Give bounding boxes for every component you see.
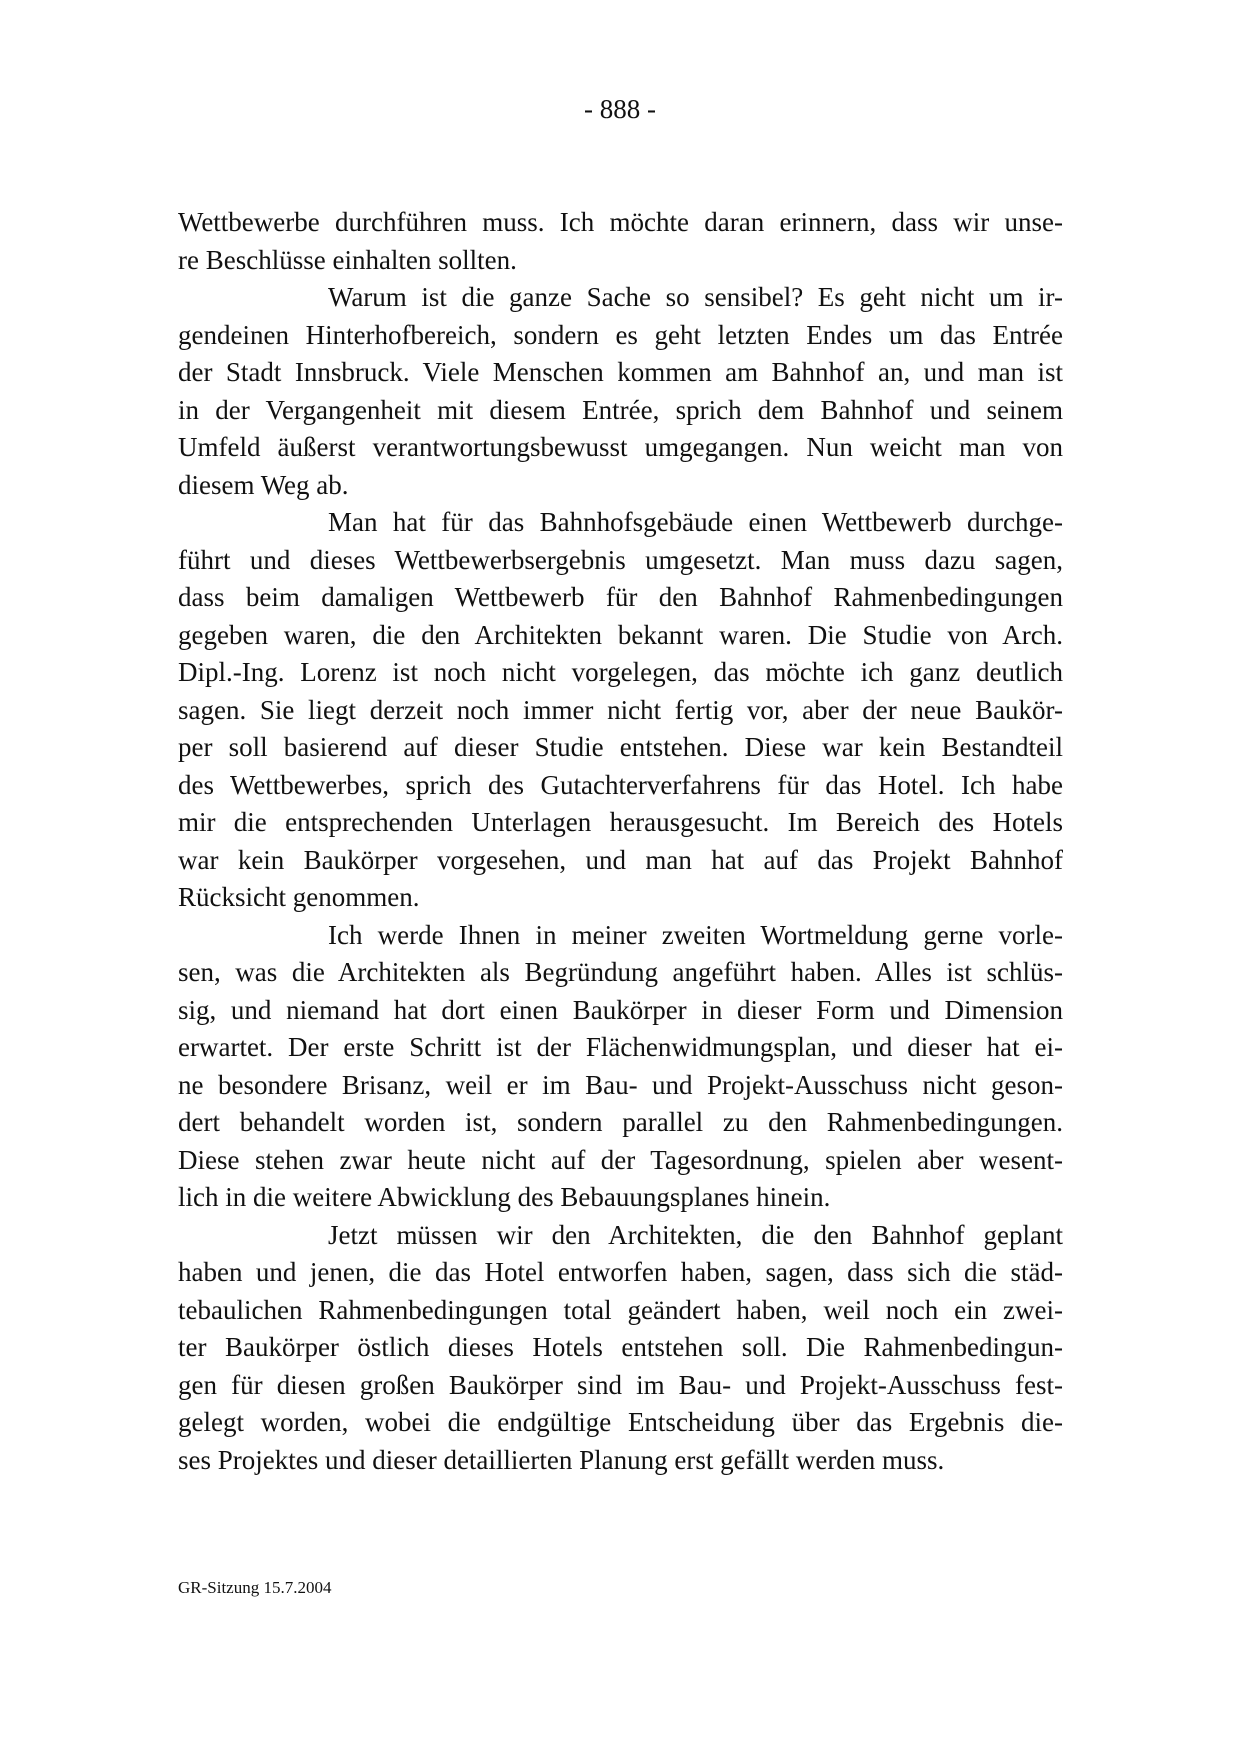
text-line: Umfeld äußerst verantwortungsbewusst umgegangen. Nun weicht man von (178, 432, 1063, 462)
paragraph (178, 1217, 1063, 1480)
text-line: Jetzt müssen wir den Architekten, die den Bahnhof geplant (328, 1219, 1063, 1250)
text-line: Ich werde Ihnen in meiner zweiten Wortmeldung gerne vorle- (328, 919, 1063, 950)
text-line: Man hat für das Bahnhofsgebäude einen Wettbewerb durchge- (328, 507, 1063, 537)
text-line: sagen. Sie liegt derzeit noch immer nicht fertig vor, aber der neue Baukör- (178, 694, 1063, 725)
text-line: ter Baukörper östlich dieses Hotels entstehen soll. Die Rahmenbedingun- (178, 1332, 1063, 1362)
text-line: gendeinen Hinterhofbereich, sondern es geht letzten Endes um das Entrée (178, 319, 1063, 350)
document-body (178, 204, 1063, 1479)
text-line: ses Projektes und dieser detaillierten Planung erst gefällt werden muss. (178, 1444, 945, 1475)
text-line: sig, und niemand hat dort einen Baukörper in dieser Form und Dimension (178, 994, 1063, 1025)
page-number: - 888 - (584, 94, 656, 124)
text-line: dert behandelt worden ist, sondern parallel zu den Rahmenbedingungen. (178, 1107, 1063, 1137)
text-line: gen für diesen großen Baukörper sind im Bau- und Projekt-Ausschuss fest- (178, 1369, 1063, 1400)
text-line: führt und dieses Wettbewerbsergebnis umgesetzt. Man muss dazu sagen, (178, 544, 1063, 575)
text-line: Dipl.-Ing. Lorenz ist noch nicht vorgelegen, das möchte ich ganz deutlich (178, 657, 1063, 687)
text-line: der Stadt Innsbruck. Viele Menschen kommen am Bahnhof an, und man ist (178, 357, 1063, 387)
text-line: Diese stehen zwar heute nicht auf der Tagesordnung, spielen aber wesent- (178, 1144, 1063, 1175)
paragraph (178, 504, 1063, 917)
text-line: haben und jenen, die das Hotel entworfen haben, sagen, dass sich die städ- (178, 1257, 1063, 1287)
paragraph (178, 279, 1063, 504)
page-footer: GR-Sitzung 15.7.2004 (178, 1578, 332, 1597)
text-line: dass beim damaligen Wettbewerb für den Bahnhof Rahmenbedingungen (178, 582, 1063, 612)
text-line: ne besondere Brisanz, weil er im Bau- und Projekt-Ausschuss nicht geson- (178, 1069, 1063, 1100)
text-line: in der Vergangenheit mit diesem Entrée, sprich dem Bahnhof und seinem (178, 394, 1063, 425)
text-line: mir die entsprechenden Unterlagen herausgesucht. Im Bereich des Hotels (178, 807, 1063, 837)
text-line: sen, was die Architekten als Begründung angeführt haben. Alles ist schlüs- (178, 957, 1063, 987)
text-line: lich in die weitere Abwicklung des Bebauungsplanes hinein. (178, 1182, 831, 1212)
paragraph (178, 917, 1063, 1217)
text-line: tebaulichen Rahmenbedingungen total geändert haben, weil noch ein zwei- (178, 1294, 1063, 1325)
text-line: war kein Baukörper vorgesehen, und man hat auf das Projekt Bahnhof (178, 844, 1063, 875)
text-line: diesem Weg ab. (178, 469, 349, 500)
text-line: Warum ist die ganze Sache so sensibel? Es geht nicht um ir- (328, 282, 1063, 312)
text-line: re Beschlüsse einhalten sollten. (178, 244, 517, 275)
text-line: erwartet. Der erste Schritt ist der Flächenwidmungsplan, und dieser hat ei- (178, 1032, 1063, 1062)
paragraph (178, 204, 1063, 279)
text-line: Rücksicht genommen. (178, 882, 420, 912)
text-line: gegeben waren, die den Architekten bekannt waren. Die Studie von Arch. (178, 619, 1063, 650)
text-line: per soll basierend auf dieser Studie entstehen. Diese war kein Bestandteil (178, 732, 1063, 762)
text-line: des Wettbewerbes, sprich des Gutachterverfahrens für das Hotel. Ich habe (178, 769, 1063, 800)
text-line: Wettbewerbe durchführen muss. Ich möchte daran erinnern, dass wir unse- (178, 207, 1063, 237)
text-line: gelegt worden, wobei die endgültige Entscheidung über das Ergebnis die- (178, 1407, 1063, 1437)
